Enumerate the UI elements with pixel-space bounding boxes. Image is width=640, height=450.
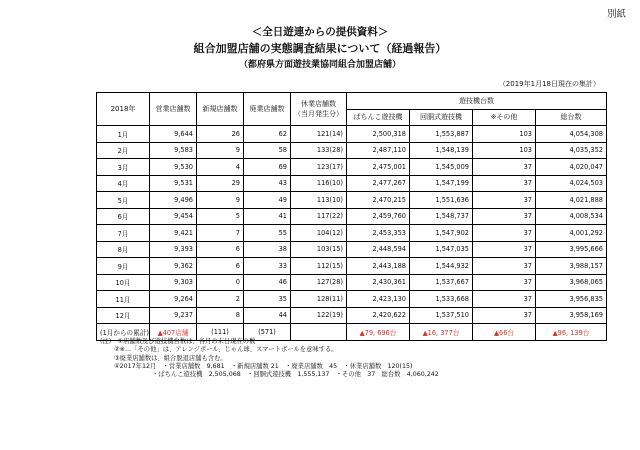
header-new: 新規店舗数 [197, 93, 244, 126]
cell-new: 5 [197, 208, 244, 225]
cell-other: 37 [473, 175, 536, 192]
cell-closed: 69 [244, 159, 291, 176]
cell-pachinko: 2,470,215 [347, 192, 410, 209]
document-subtitle-scope: （都府県方面遊技業協同組合加盟店舗） [238, 60, 401, 70]
cell-operating: 9,531 [150, 175, 197, 192]
cumulative-other: ▲66台 [473, 324, 536, 341]
document-title: ＜全日遊連からの提供資料＞ [251, 26, 389, 38]
cell-operating: 9,583 [150, 142, 197, 159]
cell-closed: 46 [244, 274, 291, 291]
cell-total: 4,001,292 [536, 225, 607, 242]
cell-other: 37 [473, 208, 536, 225]
cell-suspended: 116(10) [291, 175, 347, 192]
cell-month: 8月 [97, 241, 150, 258]
cell-month: 4月 [97, 175, 150, 192]
cell-other: 37 [473, 241, 536, 258]
cell-total: 4,054,308 [536, 126, 607, 143]
cell-month: 9月 [97, 258, 150, 275]
cell-slot: 1,537,510 [410, 307, 473, 324]
cell-new: 6 [197, 258, 244, 275]
cell-month: 12月 [97, 307, 150, 324]
cell-new: 4 [197, 159, 244, 176]
cell-suspended: 117(22) [291, 208, 347, 225]
cell-suspended: 112(15) [291, 258, 347, 275]
cell-pachinko: 2,443,188 [347, 258, 410, 275]
cell-month: 5月 [97, 192, 150, 209]
header-year: 2018年 [97, 93, 150, 126]
cell-operating: 9,237 [150, 307, 197, 324]
table-row [97, 258, 607, 275]
table-row [97, 142, 607, 159]
cell-slot: 1,537,667 [410, 274, 473, 291]
cell-operating: 9,393 [150, 241, 197, 258]
cell-closed: 49 [244, 192, 291, 209]
cell-other: 103 [473, 142, 536, 159]
cell-new: 26 [197, 126, 244, 143]
cell-closed: 43 [244, 175, 291, 192]
header-other: ※その他 [473, 109, 536, 126]
cell-slot: 1,545,009 [410, 159, 473, 176]
cell-operating: 9,644 [150, 126, 197, 143]
as-of-date: （2019年1月18日現在の集計） [498, 80, 600, 88]
cell-new: 9 [197, 192, 244, 209]
cell-new: 6 [197, 241, 244, 258]
cell-closed: 62 [244, 126, 291, 143]
cell-operating: 9,454 [150, 208, 197, 225]
cell-slot: 1,553,887 [410, 126, 473, 143]
cell-operating: 9,264 [150, 291, 197, 308]
cell-total: 4,008,534 [536, 208, 607, 225]
cell-new: 8 [197, 307, 244, 324]
cell-total: 3,995,666 [536, 241, 607, 258]
cell-pachinko: 2,487,110 [347, 142, 410, 159]
cell-slot: 1,548,737 [410, 208, 473, 225]
cell-other: 37 [473, 274, 536, 291]
cell-slot: 1,547,199 [410, 175, 473, 192]
cell-suspended: 133(28) [291, 142, 347, 159]
header-total: 総台数 [536, 109, 607, 126]
table-row [97, 291, 607, 308]
header-machines: 遊技機台数 [347, 93, 607, 110]
cell-total: 3,968,065 [536, 274, 607, 291]
cell-total: 4,024,503 [536, 175, 607, 192]
table-row [97, 192, 607, 209]
cell-other: 37 [473, 159, 536, 176]
cell-slot: 1,547,902 [410, 225, 473, 242]
table-row [97, 241, 607, 258]
cell-closed: 38 [244, 241, 291, 258]
note-line: ③廃業店舗数は、組合脱退店舗も含む。 [114, 354, 227, 362]
header-pachinko: ぱちんこ遊技機 [347, 109, 410, 126]
cell-month: 7月 [97, 225, 150, 242]
table-row [97, 225, 607, 242]
cell-month: 2月 [97, 142, 150, 159]
cell-other: 37 [473, 307, 536, 324]
header-suspended [291, 93, 347, 126]
cell-slot: 1,544,932 [410, 258, 473, 275]
cell-operating: 9,303 [150, 274, 197, 291]
table-row [97, 159, 607, 176]
cell-new: 29 [197, 175, 244, 192]
cell-slot: 1,533,668 [410, 291, 473, 308]
appendix-label: 別紙 [606, 9, 626, 20]
cell-other: 37 [473, 192, 536, 209]
cumulative-label: (1月からの累計) [97, 324, 150, 341]
cell-suspended: 113(10) [291, 192, 347, 209]
header-suspended-label: 休業店舗数 [301, 100, 336, 108]
cumulative-closed: (571) [244, 324, 291, 341]
cumulative-operating: ▲407店舗 [150, 324, 197, 341]
cell-other: 103 [473, 126, 536, 143]
cell-operating: 9,421 [150, 225, 197, 242]
cell-slot: 1,547,035 [410, 241, 473, 258]
cell-pachinko: 2,477,267 [347, 175, 410, 192]
cell-closed: 44 [244, 307, 291, 324]
cell-new: 0 [197, 274, 244, 291]
cell-other: 37 [473, 258, 536, 275]
cell-slot: 1,551,636 [410, 192, 473, 209]
cell-pachinko: 2,475,001 [347, 159, 410, 176]
cell-total: 4,035,352 [536, 142, 607, 159]
cumulative-total: ▲96, 139台 [536, 324, 607, 341]
cell-other: 37 [473, 225, 536, 242]
table-row [97, 175, 607, 192]
cell-suspended: 104(12) [291, 225, 347, 242]
cell-month: 1月 [97, 126, 150, 143]
cell-month: 11月 [97, 291, 150, 308]
cell-new: 7 [197, 225, 244, 242]
header-slot: 回胴式遊技機 [410, 109, 473, 126]
cell-pachinko: 2,459,760 [347, 208, 410, 225]
notes [100, 338, 439, 379]
cell-closed: 55 [244, 225, 291, 242]
note-line: ④2017年12月 ・営業店舗数 9,681 ・新規店舗数 21 ・廃業店舗数 45 ・休業店舗数 120(15) [114, 362, 413, 370]
cell-month: 3月 [97, 159, 150, 176]
cell-new: 2 [197, 291, 244, 308]
cell-closed: 35 [244, 291, 291, 308]
cell-pachinko: 2,453,353 [347, 225, 410, 242]
table-row [97, 274, 607, 291]
cell-month: 10月 [97, 274, 150, 291]
note-line: (注) ①店舗数及び遊技機台数は、各月の末日現在の数 [100, 338, 256, 345]
cell-closed: 33 [244, 258, 291, 275]
cell-suspended: 103(15) [291, 241, 347, 258]
cell-operating: 9,362 [150, 258, 197, 275]
cell-slot: 1,548,139 [410, 142, 473, 159]
survey-table [96, 92, 607, 341]
cell-closed: 41 [244, 208, 291, 225]
cell-total: 4,020,047 [536, 159, 607, 176]
cumulative-slot: ▲16, 377台 [410, 324, 473, 341]
cell-suspended: 122(19) [291, 307, 347, 324]
cell-new: 9 [197, 142, 244, 159]
cell-pachinko: 2,448,594 [347, 241, 410, 258]
cell-suspended: 123(17) [291, 159, 347, 176]
header-operating: 営業店舗数 [150, 93, 197, 126]
note-line: ②※…「その他」は、アレンジボール、じゃん球、スマートボールを意味する。 [114, 346, 338, 354]
cumulative-pachinko: ▲79, 696台 [347, 324, 410, 341]
header-suspended-sub: （当月発生分） [294, 110, 343, 118]
cell-operating: 9,530 [150, 159, 197, 176]
cell-total: 3,958,169 [536, 307, 607, 324]
note-line: ・ぱちんこ遊技機 2,505,068 ・回胴式遊技機 1,555,137 ・その他 37 総台数 4,060,242 [152, 371, 439, 379]
table-row [97, 307, 607, 324]
cell-suspended: 128(11) [291, 291, 347, 308]
document-subtitle: 組合加盟店舗の実態調査結果について（経過報告） [193, 42, 447, 55]
cell-total: 4,021,888 [536, 192, 607, 209]
cumulative-new: (111) [197, 324, 244, 341]
cell-suspended: 127(28) [291, 274, 347, 291]
cell-pachinko: 2,420,622 [347, 307, 410, 324]
cell-suspended: 121(14) [291, 126, 347, 143]
cell-pachinko: 2,500,318 [347, 126, 410, 143]
cell-month: 6月 [97, 208, 150, 225]
table-row [97, 208, 607, 225]
cell-pachinko: 2,430,361 [347, 274, 410, 291]
cell-pachinko: 2,423,130 [347, 291, 410, 308]
cell-other: 37 [473, 291, 536, 308]
cell-total: 3,988,157 [536, 258, 607, 275]
cell-operating: 9,496 [150, 192, 197, 209]
cell-closed: 58 [244, 142, 291, 159]
cell-total: 3,956,835 [536, 291, 607, 308]
header-closed: 廃業店舗数 [244, 93, 291, 126]
table-row [97, 126, 607, 143]
